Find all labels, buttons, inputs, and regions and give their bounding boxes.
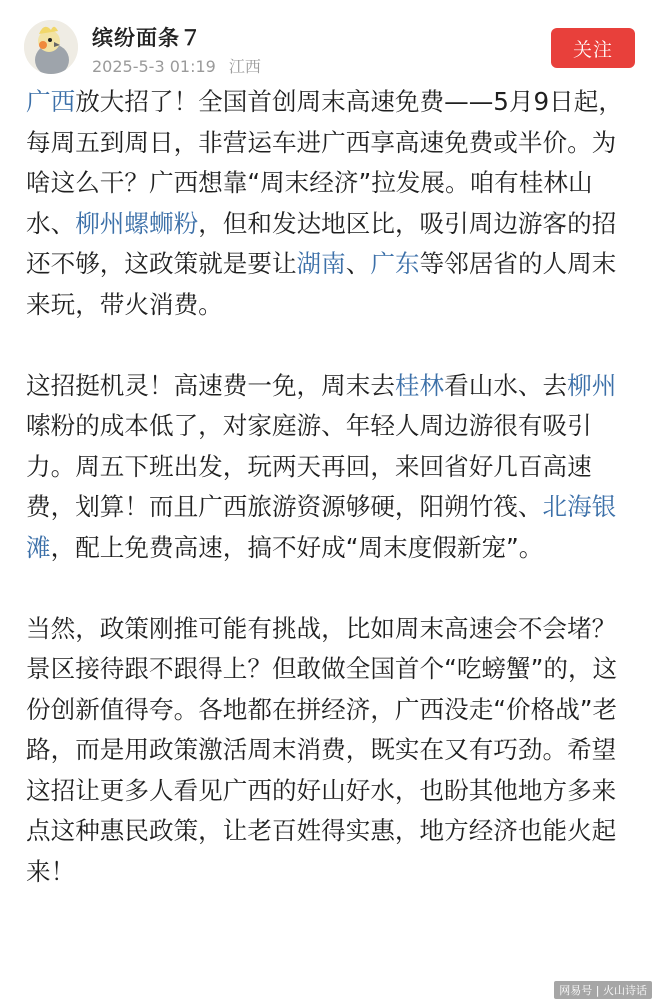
paragraph-text: 看山水、去 — [444, 370, 568, 400]
paragraph-text: 、 — [345, 249, 371, 278]
author-name[interactable]: 缤纷面条７ — [92, 26, 202, 50]
article-paragraph — [26, 366, 638, 569]
topic-link[interactable]: 北海银滩 — [26, 492, 617, 562]
topic-link[interactable]: 柳州 — [567, 370, 617, 400]
paragraph-text: ，但和发达地区比，吸引周边游客的招还不够，这政策就是要让 — [26, 208, 617, 278]
paragraph-text: 等邻居省的人周末来玩，带火消费。 — [26, 249, 617, 319]
paragraph-text: 放大招了！全国首创周末高速免费——5月9日起，每周五到周日，非营运车进广西享高速免费或半价。为啥这么干？广西想靠“周末经济”拉发展。咱有桂林山水、 — [26, 87, 623, 238]
avatar[interactable] — [24, 20, 78, 74]
article-body — [26, 82, 638, 892]
topic-link[interactable]: 广西 — [26, 87, 76, 116]
follow-button[interactable]: 关注 — [551, 28, 635, 68]
post-header — [0, 0, 660, 90]
paragraph-text: 当然，政策刚推可能有挑战，比如周末高速会不会堵？景区接待跟不跟得上？但敢做全国首个“吃螃蟹”的，这份创新值得夸。各地都在拼经济，广西没走“价格战”老路，而是用政策激活周末消费，既实在又有巧劲。希望这招让更多人看见广西的好山好水，也盼其他地方多来点这种惠民政策，让老百姓得实惠，地方经济也能火起来！ — [26, 613, 618, 886]
bird-avatar-icon — [24, 20, 78, 74]
paragraph-text: ，配上免费高速，搞不好成“周末度假新宠”。 — [50, 532, 544, 562]
article-paragraph — [26, 609, 638, 893]
article-paragraph — [26, 82, 638, 325]
post-meta — [92, 54, 269, 77]
topic-link[interactable]: 广东 — [370, 249, 420, 278]
paragraph-text: 这招挺机灵！高速费一免，周末去 — [26, 370, 395, 400]
post-date: 2025-5-3 01:19 — [92, 57, 216, 76]
topic-link[interactable]: 湖南 — [296, 249, 346, 278]
watermark: 网易号 | 火山诗话 — [554, 981, 652, 999]
post-location: 江西 — [228, 57, 261, 76]
topic-link[interactable]: 柳州螺蛳粉 — [75, 208, 199, 238]
paragraph-text: 嗦粉的成本低了，对家庭游、年轻人周边游很有吸引力。周五下班出发，玩两天再回，来回省好几百高速费，划算！而且广西旅游资源够硬，阳朔竹筏、 — [26, 411, 592, 521]
topic-link[interactable]: 桂林 — [394, 370, 445, 400]
